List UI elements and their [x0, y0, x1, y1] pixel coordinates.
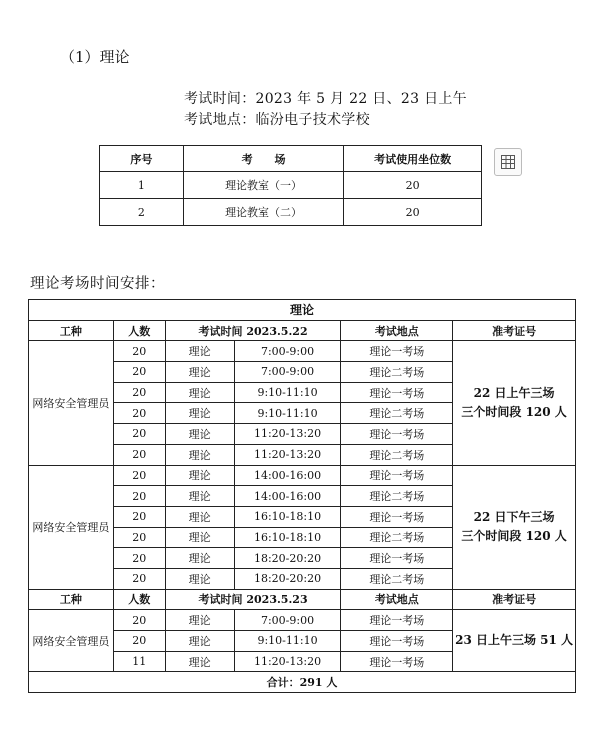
count-cell: 20: [113, 506, 165, 527]
header-time: 考试时间 2023.5.23: [165, 589, 341, 610]
subject-cell: 理论: [165, 527, 234, 548]
table-row: [100, 172, 482, 199]
place-cell: 理论一考场: [341, 631, 453, 652]
place-cell: 理论一考场: [341, 341, 453, 362]
header-count: 人数: [113, 320, 165, 341]
time-cell: 11:20-13:20: [234, 651, 341, 672]
time-cell: 9:10-11:10: [234, 631, 341, 652]
job-cell: 网络安全管理员: [29, 465, 114, 589]
header-room: 考 场: [183, 146, 344, 172]
room-name: 理论教室（二）: [183, 199, 344, 226]
time-cell: 7:00-9:00: [234, 362, 341, 383]
subject-cell: 理论: [165, 424, 234, 445]
place-cell: 理论一考场: [341, 548, 453, 569]
table-row: [100, 199, 482, 226]
time-cell: 7:00-9:00: [234, 341, 341, 362]
table-tool-icon[interactable]: [494, 148, 522, 176]
header-no: 序号: [100, 146, 184, 172]
time-cell: 11:20-13:20: [234, 444, 341, 465]
place-cell: 理论一考场: [341, 424, 453, 445]
place-cell: 理论二考场: [341, 486, 453, 507]
time-cell: 7:00-9:00: [234, 610, 341, 631]
time-cell: 14:00-16:00: [234, 486, 341, 507]
job-cell: 网络安全管理员: [29, 610, 114, 672]
room-no: 2: [100, 199, 184, 226]
schedule-header: [29, 589, 576, 610]
count-cell: 11: [113, 651, 165, 672]
header-job: 工种: [29, 320, 114, 341]
place-cell: 理论二考场: [341, 403, 453, 424]
subject-cell: 理论: [165, 486, 234, 507]
count-cell: 20: [113, 444, 165, 465]
count-cell: 20: [113, 403, 165, 424]
ticket-note-line1: 22 日下午三场: [473, 510, 555, 525]
header-seats: 考试使用坐位数: [344, 146, 482, 172]
time-cell: 16:10-18:10: [234, 527, 341, 548]
place-cell: 理论一考场: [341, 506, 453, 527]
table-row: [29, 610, 576, 631]
room-seats: 20: [344, 172, 482, 199]
schedule-caption: 理论: [29, 300, 576, 321]
ticket-note-line1: 22 日上午三场: [473, 385, 555, 400]
count-cell: 20: [113, 631, 165, 652]
ticket-note: [453, 465, 576, 589]
header-ticket: 准考证号: [453, 589, 576, 610]
place-cell: 理论一考场: [341, 382, 453, 403]
subject-cell: 理论: [165, 568, 234, 589]
room-table: [99, 145, 482, 226]
table-row: [29, 341, 576, 362]
ticket-note: [453, 341, 576, 465]
exam-time: 考试时间：2023 年 5 月 22 日、23 日上午: [184, 91, 467, 107]
schedule-table: [28, 299, 576, 693]
place-cell: 理论一考场: [341, 651, 453, 672]
subject-cell: 理论: [165, 610, 234, 631]
subject-cell: 理论: [165, 341, 234, 362]
header-place: 考试地点: [341, 320, 453, 341]
place-cell: 理论二考场: [341, 527, 453, 548]
subject-cell: 理论: [165, 382, 234, 403]
ticket-note-line2: 三个时间段 120 人: [461, 404, 567, 419]
place-cell: 理论一考场: [341, 465, 453, 486]
job-cell: 网络安全管理员: [29, 341, 114, 465]
place-cell: 理论一考场: [341, 610, 453, 631]
count-cell: 20: [113, 341, 165, 362]
place-cell: 理论二考场: [341, 444, 453, 465]
room-no: 1: [100, 172, 184, 199]
time-cell: 11:20-13:20: [234, 424, 341, 445]
schedule-title: 理论考场时间安排：: [30, 276, 165, 292]
count-cell: 20: [113, 465, 165, 486]
header-time: 考试时间 2023.5.22: [165, 320, 341, 341]
ticket-note-line2: 三个时间段 120 人: [461, 529, 567, 544]
time-cell: 9:10-11:10: [234, 403, 341, 424]
subject-cell: 理论: [165, 548, 234, 569]
subject-cell: 理论: [165, 631, 234, 652]
subject-cell: 理论: [165, 444, 234, 465]
count-cell: 20: [113, 527, 165, 548]
subject-cell: 理论: [165, 465, 234, 486]
count-cell: 20: [113, 548, 165, 569]
time-cell: 14:00-16:00: [234, 465, 341, 486]
subject-cell: 理论: [165, 362, 234, 383]
grid-icon: [500, 154, 516, 170]
ticket-note-line1: 23 日上午三场 51 人: [455, 633, 574, 648]
schedule-header: [29, 320, 576, 341]
count-cell: 20: [113, 610, 165, 631]
subject-cell: 理论: [165, 506, 234, 527]
count-cell: 20: [113, 486, 165, 507]
time-cell: 18:20-20:20: [234, 568, 341, 589]
place-cell: 理论二考场: [341, 362, 453, 383]
table-row: [29, 465, 576, 486]
count-cell: 20: [113, 382, 165, 403]
header-count: 人数: [113, 589, 165, 610]
room-name: 理论教室（一）: [183, 172, 344, 199]
subject-cell: 理论: [165, 403, 234, 424]
time-cell: 16:10-18:10: [234, 506, 341, 527]
header-job: 工种: [29, 589, 114, 610]
total-row: 合计：291 人: [29, 672, 576, 693]
section-title: （1）理论: [60, 48, 130, 66]
header-place: 考试地点: [341, 589, 453, 610]
time-cell: 9:10-11:10: [234, 382, 341, 403]
time-cell: 18:20-20:20: [234, 548, 341, 569]
count-cell: 20: [113, 362, 165, 383]
room-seats: 20: [344, 199, 482, 226]
place-cell: 理论二考场: [341, 568, 453, 589]
subject-cell: 理论: [165, 651, 234, 672]
count-cell: 20: [113, 568, 165, 589]
ticket-note: [453, 610, 576, 672]
room-table-header: [100, 146, 482, 172]
header-ticket: 准考证号: [453, 320, 576, 341]
count-cell: 20: [113, 424, 165, 445]
exam-place: 考试地点：临汾电子技术学校: [184, 112, 370, 128]
